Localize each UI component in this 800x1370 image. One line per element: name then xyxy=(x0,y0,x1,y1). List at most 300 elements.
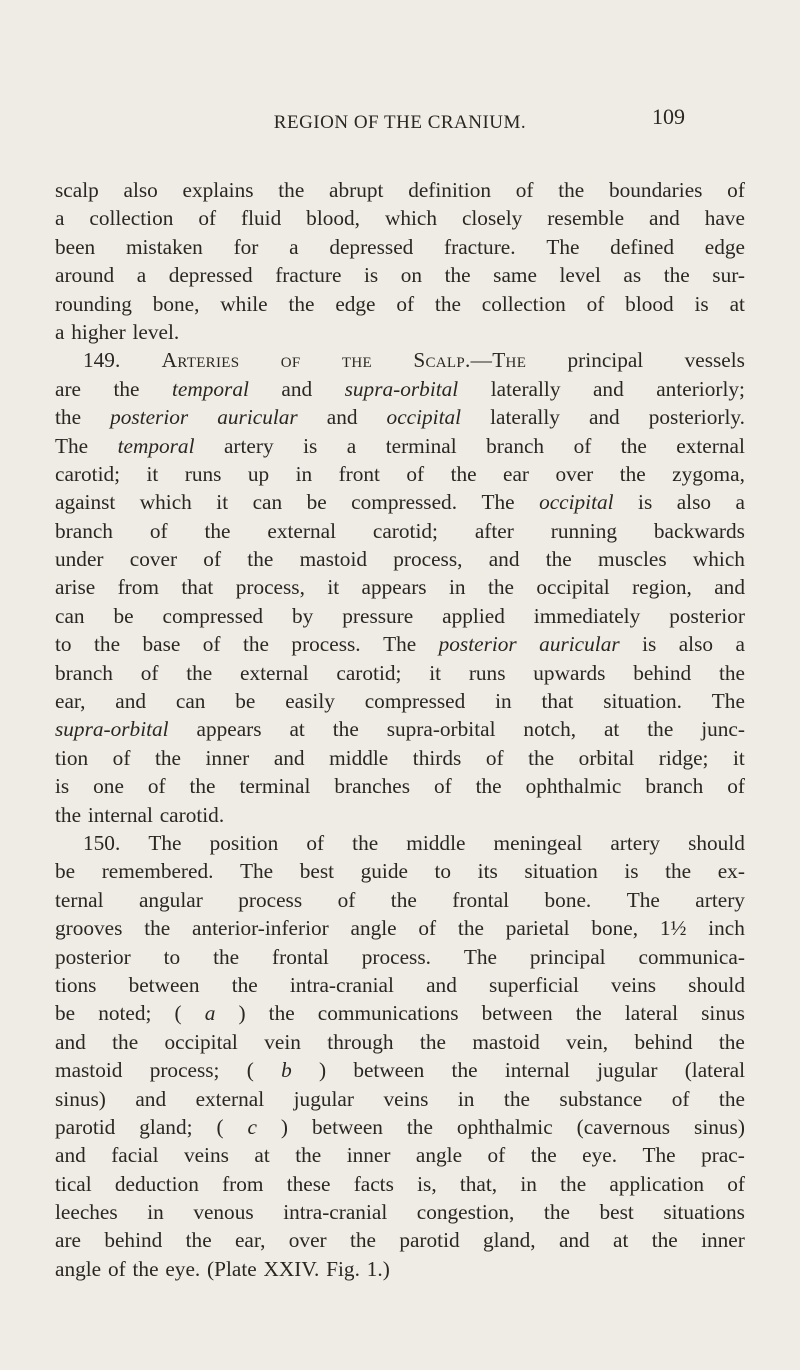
italic-word: occipital xyxy=(386,405,462,430)
word: of xyxy=(107,1256,126,1281)
word: (Plate xyxy=(207,1256,257,1281)
text-line xyxy=(55,346,745,374)
word: a xyxy=(289,234,299,259)
word: is, xyxy=(417,1171,437,1196)
text-line xyxy=(55,290,745,318)
word: of xyxy=(727,178,745,202)
word: the xyxy=(619,461,646,486)
word: situation. xyxy=(603,689,682,714)
word: facial xyxy=(111,1143,159,1168)
word: and xyxy=(488,547,520,572)
word: of xyxy=(727,1171,745,1196)
word: eye. xyxy=(582,1143,618,1168)
text-line xyxy=(55,318,745,346)
word: that xyxy=(181,575,214,600)
word: ) xyxy=(280,1114,289,1139)
word: principal xyxy=(529,944,606,969)
word: of xyxy=(671,1086,690,1111)
word: the xyxy=(487,575,514,600)
text-line xyxy=(55,772,745,800)
word: depressed xyxy=(329,234,414,259)
word: the xyxy=(113,376,140,401)
word: between xyxy=(311,1114,383,1139)
word: intra-cranial xyxy=(289,972,394,997)
word: and xyxy=(281,376,313,401)
word: tion xyxy=(55,745,89,770)
word: of xyxy=(515,178,534,202)
word: the xyxy=(185,1228,212,1253)
word: middle xyxy=(329,745,389,770)
text-line xyxy=(55,545,745,573)
word: gland, xyxy=(482,1228,536,1253)
word: tical xyxy=(55,1171,92,1196)
word: of xyxy=(306,830,325,855)
word: running xyxy=(550,518,617,543)
page-number: 109 xyxy=(652,104,685,129)
word: as xyxy=(623,263,642,288)
word: bone, xyxy=(152,291,200,316)
word: edge xyxy=(704,234,745,259)
text-line xyxy=(55,971,745,999)
text-line xyxy=(55,829,745,857)
word: the xyxy=(144,916,171,941)
word: of xyxy=(202,632,221,657)
text-line xyxy=(55,176,745,204)
section-heading: the xyxy=(341,348,372,373)
word: deduction xyxy=(114,1171,199,1196)
word: is xyxy=(624,859,639,884)
word: external xyxy=(195,1086,265,1111)
word: under xyxy=(55,547,104,572)
word: the xyxy=(647,717,674,742)
word: process; xyxy=(149,1058,220,1083)
text-line xyxy=(55,999,745,1027)
word: should xyxy=(688,830,745,855)
word: from xyxy=(222,1171,264,1196)
word: abrupt xyxy=(329,178,384,202)
word: anteriorly; xyxy=(656,376,745,401)
word: of xyxy=(149,518,168,543)
word: be xyxy=(55,1001,76,1026)
word: appears xyxy=(196,717,262,742)
word: superficial xyxy=(489,972,579,997)
word: (cavernous xyxy=(576,1114,671,1139)
italic-word: b xyxy=(281,1058,292,1083)
italic-word: auricular xyxy=(539,632,620,657)
paragraph-number: 150. xyxy=(83,830,121,855)
word: veins xyxy=(611,972,657,997)
word: sinus) xyxy=(55,1086,106,1111)
word: of xyxy=(418,916,437,941)
text-line xyxy=(55,403,745,431)
word: ) xyxy=(238,1001,246,1026)
word: the xyxy=(718,1029,745,1054)
word: at xyxy=(729,291,745,316)
word: that, xyxy=(459,1171,498,1196)
word: ophthalmic xyxy=(525,774,622,799)
word: boundaries xyxy=(608,178,703,202)
word: 1½ xyxy=(659,916,687,941)
word: front xyxy=(338,461,380,486)
word: between xyxy=(353,1058,425,1083)
word: occipital xyxy=(164,1029,238,1054)
word: to xyxy=(163,944,181,969)
text-line xyxy=(55,233,745,261)
word: junc- xyxy=(701,717,745,742)
word: branch xyxy=(486,433,545,458)
word: edge xyxy=(335,291,376,316)
word: ( xyxy=(246,1058,254,1083)
text-line xyxy=(55,1170,745,1198)
word: noted; xyxy=(98,1001,152,1026)
word: The xyxy=(148,830,182,855)
word: mastoid xyxy=(472,1029,540,1054)
word: veins xyxy=(383,1086,429,1111)
word: the xyxy=(189,774,216,799)
word: at xyxy=(603,717,620,742)
word: inner xyxy=(205,745,250,770)
word: upwards xyxy=(533,660,606,685)
paragraph-number: 149. xyxy=(83,348,121,373)
italic-word: temporal xyxy=(117,433,195,458)
word: been xyxy=(55,234,96,259)
text-line xyxy=(55,630,745,658)
word: the xyxy=(530,1143,557,1168)
word: scalp xyxy=(55,178,99,202)
word: The xyxy=(55,433,89,458)
text-line xyxy=(55,375,745,403)
italic-word: auricular xyxy=(217,405,298,430)
word: artery xyxy=(223,433,274,458)
word: which xyxy=(384,206,437,231)
text-line xyxy=(55,687,745,715)
word: at xyxy=(289,717,305,742)
word: it xyxy=(146,461,159,486)
word: and xyxy=(273,745,305,770)
word: thirds xyxy=(412,745,462,770)
text-line xyxy=(55,204,745,232)
word: and xyxy=(135,1086,167,1111)
word: it xyxy=(733,745,745,770)
word: ear, xyxy=(55,689,86,714)
word: the xyxy=(349,1228,376,1253)
word: middle xyxy=(406,830,466,855)
word: of xyxy=(487,1143,506,1168)
word: anterior-inferior xyxy=(192,916,329,941)
word: these xyxy=(286,1171,331,1196)
word: the xyxy=(352,830,379,855)
word: supra-orbital xyxy=(386,717,496,742)
word: is xyxy=(642,632,657,657)
word: process xyxy=(238,887,303,912)
word: on xyxy=(400,263,423,288)
word: and xyxy=(588,405,620,430)
word: in xyxy=(520,1171,537,1196)
italic-word: occipital xyxy=(539,490,614,515)
word: the xyxy=(543,1200,570,1225)
word: angle xyxy=(415,1143,463,1168)
word: terminal xyxy=(239,774,311,799)
word: pressure xyxy=(342,603,414,628)
word: of xyxy=(573,433,592,458)
text-line xyxy=(55,1141,745,1169)
word: best xyxy=(299,859,335,884)
word: and xyxy=(426,972,457,997)
word: is xyxy=(55,774,70,799)
word: of xyxy=(396,291,415,316)
word: over xyxy=(288,1228,327,1253)
word: in xyxy=(295,461,313,486)
word: compressed xyxy=(162,603,264,628)
word: the xyxy=(132,1256,159,1281)
word: runs xyxy=(184,461,222,486)
word: which xyxy=(692,547,745,572)
text-line xyxy=(55,857,745,885)
word: while xyxy=(220,291,268,316)
word: sur- xyxy=(712,263,745,288)
word: the xyxy=(457,916,484,941)
word: bone. xyxy=(544,887,592,912)
word: parotid xyxy=(55,1114,116,1139)
word: XXIV. xyxy=(263,1256,320,1281)
word: The xyxy=(481,490,515,515)
word: grooves xyxy=(55,916,123,941)
word: occipital xyxy=(536,575,610,600)
word: leeches xyxy=(55,1200,118,1225)
word: laterally xyxy=(490,405,560,430)
word: lateral xyxy=(624,1001,679,1026)
word: the xyxy=(503,1086,530,1111)
italic-word: temporal xyxy=(172,376,249,401)
word: communications xyxy=(317,1001,459,1026)
word: ternal xyxy=(55,887,104,912)
word: carotid; xyxy=(372,518,438,543)
word: blood xyxy=(625,291,674,316)
word: depressed xyxy=(168,263,253,288)
text-line xyxy=(55,1028,745,1056)
word: it xyxy=(327,575,340,600)
word: The xyxy=(642,1143,676,1168)
word: cover xyxy=(129,547,178,572)
text-line xyxy=(55,801,745,829)
word: the xyxy=(560,1171,587,1196)
word: ophthalmic xyxy=(456,1114,553,1139)
word: fracture xyxy=(275,263,342,288)
word: jugular xyxy=(597,1058,658,1083)
word: the xyxy=(247,547,274,572)
word: parotid xyxy=(399,1228,460,1253)
word: higher xyxy=(71,319,126,344)
word: carotid; xyxy=(336,660,402,685)
word: in xyxy=(448,575,466,600)
word: 1.) xyxy=(366,1256,390,1281)
word: base xyxy=(142,632,181,657)
text-line xyxy=(55,1113,745,1141)
word: posterior xyxy=(669,603,745,628)
word: process, xyxy=(393,547,463,572)
word: are xyxy=(55,1228,81,1253)
word: a xyxy=(55,319,65,344)
word: situations xyxy=(663,1200,745,1225)
word: one xyxy=(93,774,124,799)
body-text xyxy=(55,176,745,1283)
word: sinus) xyxy=(694,1114,745,1139)
word: in xyxy=(495,689,512,714)
word: position xyxy=(209,830,279,855)
word: guide xyxy=(360,859,408,884)
word: can xyxy=(55,603,85,628)
word: fluid xyxy=(241,206,282,231)
word: against xyxy=(55,490,116,515)
word: are xyxy=(55,376,81,401)
word: behind xyxy=(104,1228,163,1253)
word: the xyxy=(434,291,461,316)
word: process, xyxy=(235,575,305,600)
word: of xyxy=(485,745,504,770)
word: the xyxy=(55,405,82,430)
word: artery xyxy=(695,887,745,912)
text-line xyxy=(55,573,745,601)
word: to xyxy=(55,632,72,657)
word: fracture. xyxy=(444,234,516,259)
word: and xyxy=(649,206,680,231)
word: orbital xyxy=(578,745,635,770)
word: and xyxy=(558,1228,590,1253)
text-line xyxy=(55,943,745,971)
word: the xyxy=(451,1058,478,1083)
word: vein, xyxy=(566,1029,609,1054)
word: angle xyxy=(55,1256,102,1281)
word: is xyxy=(694,291,709,316)
word: mastoid xyxy=(299,547,368,572)
word: congestion, xyxy=(416,1200,515,1225)
word: vessels xyxy=(684,348,745,373)
word: situation xyxy=(524,859,598,884)
word: and xyxy=(115,689,147,714)
word: ( xyxy=(216,1114,224,1139)
word: region, xyxy=(632,575,692,600)
word: which xyxy=(139,490,192,515)
word: inner xyxy=(346,1143,391,1168)
word: of xyxy=(198,206,217,231)
word: is xyxy=(638,490,653,515)
word: the xyxy=(651,1228,678,1253)
word: external xyxy=(240,660,309,685)
word: jugular xyxy=(293,1086,354,1111)
word: communica- xyxy=(638,944,745,969)
word: the xyxy=(663,263,690,288)
text-line xyxy=(55,432,745,460)
word: level. xyxy=(132,319,180,344)
word: carotid. xyxy=(159,802,225,827)
word: mastoid xyxy=(55,1058,123,1083)
word: the xyxy=(332,717,359,742)
word: sinus xyxy=(701,1001,745,1026)
word: behind xyxy=(633,660,692,685)
word: the xyxy=(278,178,305,202)
word: also xyxy=(123,178,158,202)
word: over xyxy=(555,461,594,486)
word: substance xyxy=(559,1086,643,1111)
word: between xyxy=(481,1001,553,1026)
word: the xyxy=(112,1029,139,1054)
word: venous xyxy=(193,1200,254,1225)
word: for xyxy=(233,234,259,259)
word: a xyxy=(136,263,147,288)
word: the xyxy=(55,802,82,827)
word: the xyxy=(528,745,555,770)
word: appears xyxy=(361,575,427,600)
word: and xyxy=(55,1029,86,1054)
italic-word: supra-orbital xyxy=(344,376,459,401)
text-line xyxy=(55,744,745,772)
word: between xyxy=(128,972,200,997)
word: have xyxy=(704,206,745,231)
word: the xyxy=(213,944,240,969)
word: the xyxy=(444,263,471,288)
word: the xyxy=(288,291,315,316)
word: frontal xyxy=(272,944,329,969)
word: around xyxy=(55,263,115,288)
word: resemble xyxy=(547,206,625,231)
word: applied xyxy=(442,603,505,628)
word: the xyxy=(406,1114,433,1139)
word: up xyxy=(247,461,270,486)
word: veins xyxy=(183,1143,229,1168)
word: vein xyxy=(264,1029,301,1054)
word: branches xyxy=(334,774,411,799)
word: in xyxy=(147,1200,164,1225)
word: level xyxy=(559,263,601,288)
word: internal xyxy=(504,1058,570,1083)
section-heading: Arteries xyxy=(161,348,240,373)
word: internal xyxy=(87,802,153,827)
word: meningeal xyxy=(493,830,583,855)
word: eye. xyxy=(165,1256,201,1281)
word: can xyxy=(252,490,283,515)
word: tions xyxy=(55,972,97,997)
word: compressed xyxy=(364,689,466,714)
word: of xyxy=(406,461,425,486)
word: runs xyxy=(468,660,506,685)
word: the xyxy=(718,660,745,685)
word: the xyxy=(231,972,258,997)
word: should xyxy=(688,972,745,997)
word: backwards xyxy=(653,518,745,543)
word: the xyxy=(475,774,502,799)
word: intra-cranial xyxy=(283,1200,388,1225)
text-line xyxy=(55,1198,745,1226)
word: the xyxy=(204,518,231,543)
text-line xyxy=(55,488,745,516)
word: and xyxy=(55,1143,86,1168)
word: the xyxy=(295,1143,322,1168)
word: the xyxy=(186,660,213,685)
word: The xyxy=(240,859,274,884)
word: of xyxy=(727,774,745,799)
word: the xyxy=(419,1029,446,1054)
word: the xyxy=(390,887,417,912)
word: by xyxy=(292,603,314,628)
word: behind xyxy=(634,1029,693,1054)
text-line xyxy=(55,715,745,743)
word: immediately xyxy=(533,603,641,628)
word: explains xyxy=(182,178,254,202)
text-line xyxy=(55,1085,745,1113)
word: the xyxy=(558,178,585,202)
word: a xyxy=(346,433,357,458)
word: remembered. xyxy=(101,859,214,884)
